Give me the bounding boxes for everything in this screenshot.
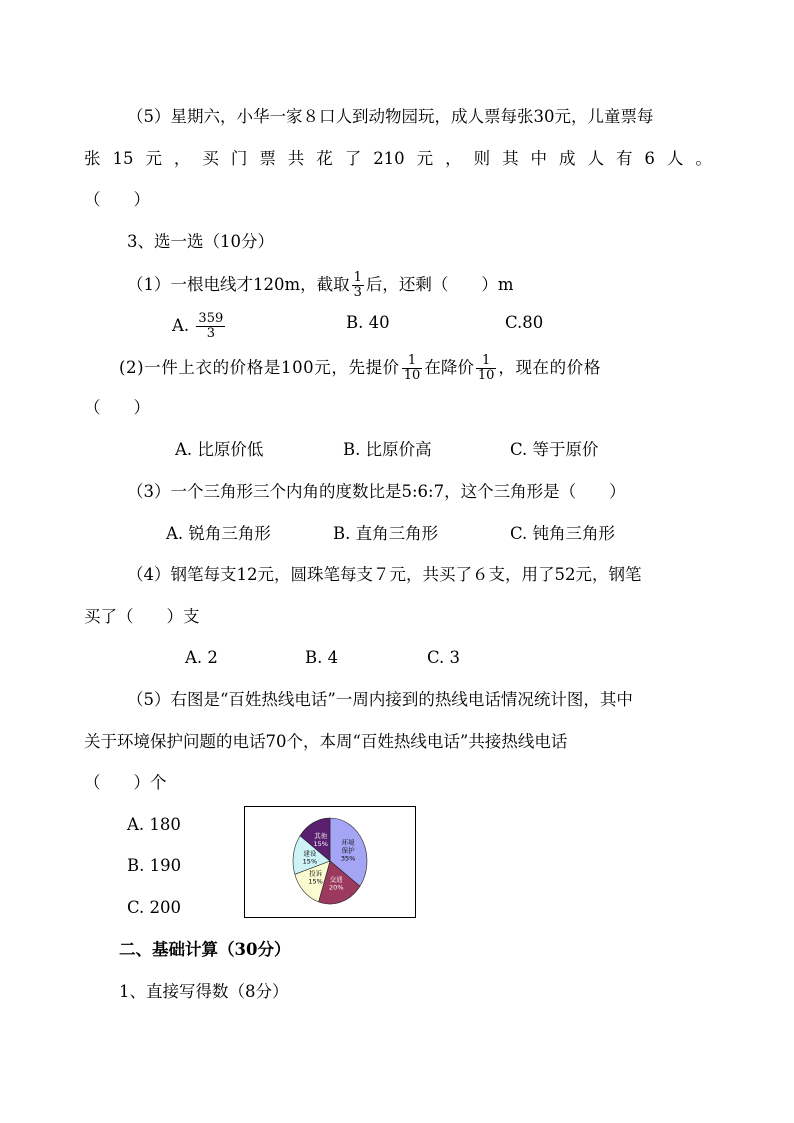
q2-5-line2: [84, 149, 712, 169]
spread-token: 共: [287, 149, 305, 168]
s3-q2-fraction2: [476, 354, 497, 383]
s3-q2-option-a: A. 比原价低: [175, 440, 264, 459]
q2-5-answer-blank: （ ）: [84, 190, 150, 209]
frac-numerator: 1: [476, 354, 497, 369]
s3-q4-option-b: B. 4: [305, 648, 339, 667]
spread-token: 成: [559, 149, 576, 168]
s3-q1-option-b: B. 40: [346, 313, 390, 332]
s3-q4-option-c: C. 3: [427, 648, 461, 667]
spread-token: ，: [445, 149, 462, 168]
s3-q5-option-b: B. 190: [127, 856, 182, 875]
s3-q2-part2: 在降价: [424, 358, 474, 377]
spread-token: 6: [644, 149, 655, 168]
spread-token: 了: [344, 149, 362, 168]
s3-q2-fraction1: [402, 354, 423, 383]
spread-token: 人: [666, 149, 684, 168]
spread-token: 元: [416, 149, 434, 168]
spread-token: 中: [530, 149, 548, 168]
s3-q2-stem: [119, 354, 712, 383]
s3-q2-part1: (2)一件上衣的价格是100元，先提价: [119, 358, 400, 377]
spread-token: 买: [202, 149, 219, 168]
section-two-title: 二、基础计算（30分）: [119, 940, 291, 959]
s3-q4-line1: （4）钢笔每支12元，圆珠笔每支７元，共买了６支，用了52元，钢笔: [127, 565, 642, 584]
s3-q5-line1: （5）右图是“百姓热线电话”一周内接到的热线电话情况统计图，其中: [127, 690, 633, 709]
q2-5-line1: （5）星期六，小华一家８口人到动物园玩，成人票每张30元，儿童票每: [127, 107, 654, 126]
option-a-fraction: [196, 312, 225, 341]
s3-q2-option-c: C. 等于原价: [510, 440, 599, 459]
pie-slice-label: 交通: [329, 875, 343, 884]
s3-q5-option-c: C. 200: [127, 898, 182, 917]
s3-q3-option-c: C. 钝角三角形: [510, 524, 616, 543]
pie-slice-label: 投诉: [309, 869, 323, 878]
s3-q1-stem: [127, 271, 514, 300]
pie-slice-label: 15%: [313, 839, 328, 848]
s3-q2-option-b: B. 比原价高: [343, 440, 432, 459]
pie-slice-label: 15%: [308, 877, 323, 886]
frac-numerator: 359: [198, 311, 224, 326]
frac-denominator: 10: [403, 368, 421, 383]
spread-token: ，: [173, 149, 191, 168]
frac-numerator: 1: [402, 354, 423, 369]
s3-q5-option-a: A. 180: [127, 815, 181, 834]
frac-denominator: 10: [477, 368, 495, 383]
spread-token: 门: [230, 149, 248, 168]
spread-token: 其: [502, 149, 519, 168]
s3-q1-option-c: C.80: [505, 313, 544, 332]
s3-q3-stem: （3）一个三角形三个内角的度数比是5:6:7，这个三角形是（ ）: [127, 482, 626, 501]
frac-denominator: 3: [353, 285, 362, 300]
spread-token: 花: [316, 149, 333, 168]
spread-token: 人: [587, 149, 604, 168]
pie-chart-frame: [244, 806, 416, 918]
s3-q3-option-b: B. 直角三角形: [333, 524, 439, 543]
pie-slice-label: 35%: [340, 854, 356, 863]
s3-q4-option-a: A. 2: [185, 648, 218, 667]
section3-title: 3、选一选（10分）: [127, 232, 274, 251]
s3-q2-part3: ，现在的价格: [498, 358, 601, 377]
s3-q5-line3: （ ）个: [84, 773, 167, 792]
option-a-label: A.: [172, 316, 190, 335]
s3-q2-answer-blank: （ ）: [84, 398, 150, 417]
s3-q1-text-before: （1）一根电线才120m，截取: [127, 275, 350, 294]
s3-q4-line2: 买了（ ）支: [84, 607, 200, 626]
section-two-sub1: 1、直接写得数（8分）: [119, 982, 289, 1001]
pie-slice-label: 其他: [314, 831, 328, 840]
frac-denominator: 3: [206, 326, 215, 341]
spread-token: 有: [615, 149, 633, 168]
pie-slice-label: 环境: [341, 838, 355, 847]
pie-slice-label: 建设: [303, 849, 317, 858]
pie-chart: [245, 807, 415, 917]
frac-numerator: 1: [353, 270, 362, 285]
spread-token: 张: [84, 149, 101, 168]
s3-q5-line2: 关于环境保护问题的电话70个，本周“百姓热线电话”共接热线电话: [84, 732, 568, 751]
pie-slice-label: 保护: [341, 846, 355, 855]
spread-token: 。: [695, 149, 712, 168]
s3-q1-fraction: [352, 271, 364, 300]
spread-token: 则: [473, 149, 491, 168]
s3-q1-option-a: [172, 312, 227, 341]
s3-q1-text-after: 后，还剩（ ）m: [365, 275, 514, 294]
spread-token: 元: [145, 149, 162, 168]
s3-q3-option-a: A. 锐角三角形: [166, 524, 271, 543]
pie-slice-label: 20%: [329, 883, 344, 892]
pie-slice-label: 15%: [302, 857, 318, 866]
spread-token: 210: [373, 149, 405, 168]
spread-token: 15: [112, 149, 134, 168]
spread-token: 票: [259, 149, 276, 168]
